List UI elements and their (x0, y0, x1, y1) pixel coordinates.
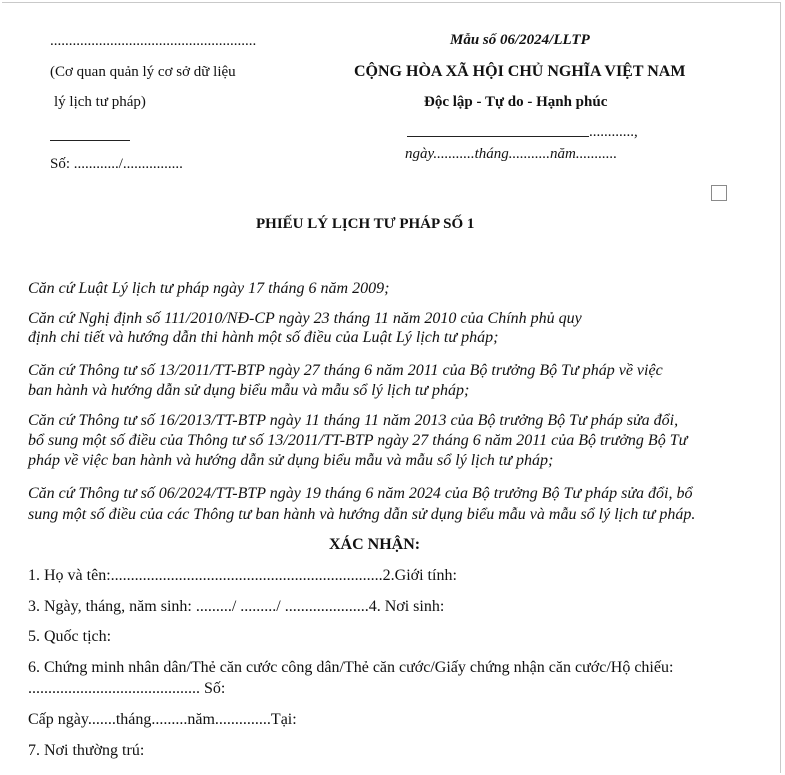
legal-basis-2-line: định chi tiết và hướng dẫn thi hành một số điều của Luật Lý lịch tư pháp; (28, 329, 499, 346)
legal-basis-2-line: Căn cứ Nghị định số 111/2010/NĐ-CP ngày 23 tháng 11 năm 2010 của Chính phủ quy (28, 310, 582, 327)
legal-basis-1 (28, 278, 389, 300)
place-underline (407, 136, 589, 137)
field-issue-date-place: Cấp ngày.......tháng.........năm..............Tại: (28, 711, 297, 728)
checkbox[interactable] (711, 185, 727, 201)
agency-name-line2: lý lịch tư pháp) (54, 94, 146, 110)
legal-basis-4 (28, 410, 687, 472)
issue-date-line: ngày...........tháng...........năm........... (405, 146, 618, 162)
field-full-name-gender: 1. Họ và tên:....................................................................2.Giới tính: (28, 567, 457, 584)
country-name: CỘNG HÒA XÃ HỘI CHỦ NGHĨA VIỆT NAM (354, 63, 686, 80)
agency-dots: ....................................................... (50, 33, 257, 49)
form-code: Mẫu số 06/2024/LLTP (450, 32, 590, 48)
legal-basis-5-line: sung một số điều của các Thông tư ban hành và hướng dẫn sử dụng biểu mẫu và mẫu sổ lý lịch tư pháp. (28, 506, 696, 523)
field-birth-date-place: 3. Ngày, tháng, năm sinh: ........./ ........./ .....................4. Nơi sinh: (28, 598, 445, 615)
legal-basis-4-line: pháp về việc ban hành và hướng dẫn sử dụng biểu mẫu và mẫu sổ lý lịch tư pháp; (28, 452, 554, 469)
legal-basis-2 (28, 308, 582, 349)
legal-basis-5-line: Căn cứ Thông tư số 06/2024/TT-BTP ngày 19 tháng 6 năm 2024 của Bộ trưởng Bộ Tư pháp sửa đổi, bổ (28, 485, 693, 502)
legal-basis-4-line: bổ sung một số điều của Thông tư số 13/2011/TT-BTP ngày 27 tháng 6 năm 2011 của Bộ trưởng Bộ Tư (28, 432, 688, 449)
confirmation-heading: XÁC NHẬN: (329, 536, 421, 553)
legal-basis-3 (28, 360, 663, 402)
place-dots: ............, (589, 124, 638, 140)
field-id-number: ........................................... Số: (28, 680, 226, 697)
agency-underline (50, 140, 130, 141)
legal-basis-3-line: Căn cứ Thông tư số 13/2011/TT-BTP ngày 27 tháng 6 năm 2011 của Bộ trưởng Bộ Tư pháp về việc (28, 362, 663, 379)
legal-basis-1-line: Căn cứ Luật Lý lịch tư pháp ngày 17 tháng 6 năm 2009; (28, 280, 390, 297)
national-motto: Độc lập - Tự do - Hạnh phúc (424, 94, 608, 110)
document-number: Số: ............/................ (50, 156, 183, 172)
field-permanent-residence: 7. Nơi thường trú: (28, 742, 145, 759)
legal-basis-5 (28, 483, 695, 526)
document-title: PHIẾU LÝ LỊCH TƯ PHÁP SỐ 1 (256, 216, 475, 232)
legal-basis-3-line: ban hành và hướng dẫn sử dụng biểu mẫu và mẫu sổ lý lịch tư pháp; (28, 382, 470, 399)
agency-name-line1: (Cơ quan quản lý cơ sở dữ liệu (50, 64, 236, 80)
field-nationality: 5. Quốc tịch: (28, 628, 112, 645)
field-id-document: 6. Chứng minh nhân dân/Thẻ căn cước công dân/Thẻ căn cước/Giấy chứng nhận căn cước/Hộ chiếu: (28, 659, 674, 676)
legal-basis-4-line: Căn cứ Thông tư số 16/2013/TT-BTP ngày 11 tháng 11 năm 2013 của Bộ trưởng Bộ Tư pháp sửa đổi, (28, 412, 679, 429)
